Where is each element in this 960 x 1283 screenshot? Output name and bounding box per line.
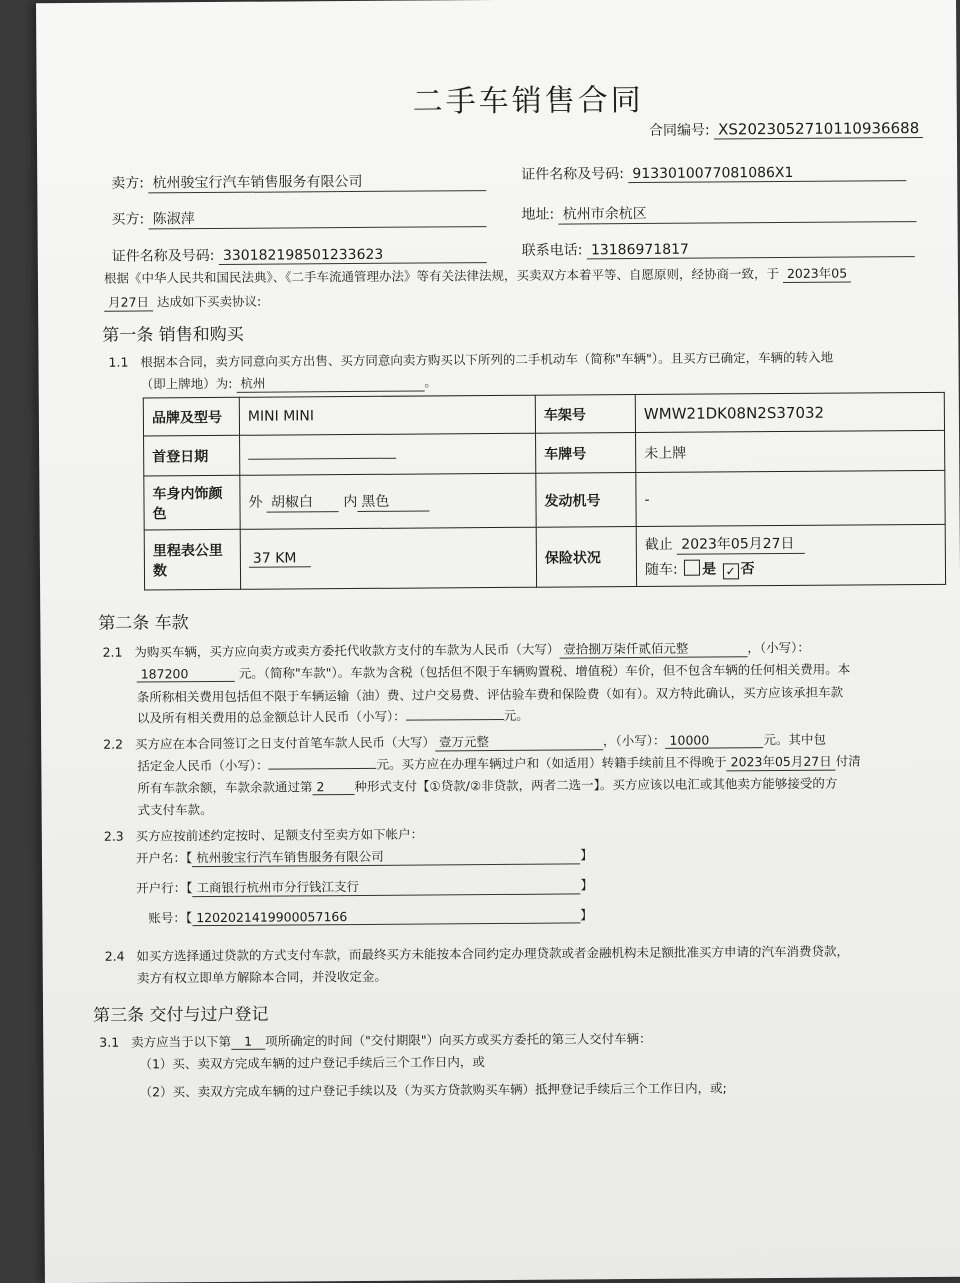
mileage-unit: KM bbox=[275, 550, 297, 567]
clause-text: 以及所有相关费用的总金额总计人民币（小写）： bbox=[136, 708, 406, 726]
no-label: 否 bbox=[740, 560, 755, 577]
clause-text: 括定金人民币（小写）： bbox=[137, 757, 269, 774]
clause-3-1-line-1 bbox=[99, 1029, 651, 1051]
vin-label: 车架号 bbox=[535, 395, 635, 434]
clause-3-1-option-1: （1）买、卖双方完成车辆的过户登记手续后三个工作日内，或 bbox=[139, 1054, 485, 1072]
article-2-title: 第二条 车款 bbox=[98, 613, 189, 634]
clause-2-3-line bbox=[104, 825, 423, 845]
buyer-id-label: 证件名称及号码: bbox=[111, 247, 215, 265]
brand-label: 品牌及型号 bbox=[143, 397, 239, 436]
page-title: 二手车销售合同 bbox=[412, 82, 644, 120]
color-label bbox=[144, 475, 240, 530]
contract-number-label: 合同编号: bbox=[648, 122, 710, 139]
table-row bbox=[144, 524, 945, 590]
down-payment-uppercase: 壹万元整 bbox=[435, 731, 603, 751]
seller-id-label: 证件名称及号码: bbox=[521, 166, 624, 183]
buyer-id: 330182198501233623 bbox=[219, 246, 487, 265]
clause-2-2-line-2 bbox=[137, 751, 861, 775]
clause-number: 2.3 bbox=[103, 828, 124, 844]
registration-city: 杭州 bbox=[236, 373, 424, 393]
clause-text: 所有车款余额，车款余款通过第 bbox=[137, 779, 313, 796]
clause-2-4-line-1 bbox=[105, 942, 849, 965]
clause-2-2-line-4: 式支付车款。 bbox=[137, 801, 213, 818]
ext-prefix: 外 bbox=[248, 494, 263, 511]
clause-number: 2.1 bbox=[102, 644, 123, 660]
bank-label: 开户行：【 bbox=[136, 880, 193, 896]
clause-2-2-line-1 bbox=[103, 730, 826, 754]
phone: 13186971817 bbox=[587, 240, 915, 259]
intro-text-end: 达成如下买卖协议: bbox=[156, 293, 262, 310]
seller-id: 9133010077081086X1 bbox=[628, 164, 906, 183]
int-color: 黑色 bbox=[357, 490, 429, 512]
first-reg-label: 首登日期 bbox=[144, 435, 240, 476]
clause-text: 元。（简称"车款"）。车款为含税（包括但不限于车辆购置税、增值税）车价，但不包含车辆的任何相关费用。本 bbox=[238, 661, 851, 681]
with-car-row bbox=[645, 556, 937, 579]
with-car-label: 随车: bbox=[644, 561, 678, 578]
clause-number: 1.1 bbox=[108, 354, 129, 370]
payment-deadline: 2023年05月27日 bbox=[727, 752, 836, 772]
clause-text: 项所确定的时间（"交付期限"）向买方或买方委托的第三人交付车辆： bbox=[265, 1030, 652, 1049]
address-label: 地址: bbox=[521, 206, 555, 223]
clause-text: 买方应在本合同签订之日支付首笔车款人民币（大写） bbox=[134, 734, 436, 752]
clause-2-2-line-3 bbox=[137, 774, 837, 797]
clause-text: 为购买车辆，买方应向卖方或卖方委托代收款方支付的车款为人民币（大写） bbox=[134, 641, 560, 660]
yes-label: 是 bbox=[702, 560, 717, 578]
plate-value: 未上牌 bbox=[636, 430, 945, 472]
payment-option: 2 bbox=[312, 779, 354, 795]
phone-label: 联系电话: bbox=[521, 242, 583, 259]
seller-row bbox=[111, 170, 486, 194]
mileage-cell bbox=[240, 527, 536, 589]
account-name: 杭州骏宝行汽车销售服务有限公司 bbox=[192, 845, 580, 867]
bracket-close: 】 bbox=[580, 847, 593, 863]
intro-line-1 bbox=[104, 264, 851, 288]
clause-text: 元。买方应在办理车辆过户和（如适用）转籍手续前且不得晚于 bbox=[376, 754, 727, 772]
article-1-title: 第一条 销售和购买 bbox=[102, 324, 244, 346]
contract-number: XS2023052710110936688 bbox=[714, 119, 923, 139]
account-number-row bbox=[148, 905, 592, 926]
seller-id-row bbox=[521, 161, 906, 184]
first-reg-cell bbox=[240, 433, 536, 475]
account-name-row bbox=[136, 845, 593, 867]
bank-name: 工商银行杭州市分行钱江支行 bbox=[192, 875, 580, 897]
intro-date-part2: 月27日 bbox=[104, 292, 153, 311]
mileage-label-line2: 数 bbox=[152, 562, 168, 579]
clause-text: 元。其中包 bbox=[763, 731, 827, 748]
clause-1-1-line-2 bbox=[141, 372, 437, 393]
mileage-value: 37 bbox=[252, 550, 271, 567]
phone-row bbox=[522, 237, 915, 260]
clause-text: 根据本合同，卖方同意向买方出售、买方同意向卖方购买以下所列的二手机动车（简称"车辆"）。且买方已确定，车辆的转入地 bbox=[140, 349, 834, 370]
seller-label: 卖方: bbox=[111, 175, 145, 192]
first-reg-value bbox=[248, 457, 396, 459]
insurance-cell bbox=[636, 524, 945, 586]
clause-text: （即上牌地）为: bbox=[140, 375, 233, 392]
buyer-id-row bbox=[112, 243, 487, 266]
bank-row bbox=[136, 875, 593, 897]
address: 杭州市余杭区 bbox=[559, 201, 917, 224]
clause-text: ，（小写）： bbox=[602, 732, 666, 749]
intro-text: 根据《中华人民共和国民法典》、《二手车流通管理办法》等有关法律法规，买卖双方本着平等、自愿原则，经协商一致，于 bbox=[103, 266, 779, 286]
seller-name: 杭州骏宝行汽车销售服务有限公司 bbox=[148, 170, 486, 193]
clause-text: ，（小写）： bbox=[747, 639, 810, 656]
clause-number: 3.1 bbox=[99, 1034, 120, 1050]
buyer-row bbox=[111, 206, 486, 230]
color-cell bbox=[240, 473, 536, 529]
insurance-until-label: 截止 bbox=[644, 536, 673, 553]
brand-value: MINI MINI bbox=[239, 395, 535, 435]
clause-2-1-line-1 bbox=[102, 638, 809, 662]
deposit-amount bbox=[269, 768, 377, 770]
clause-3-1-option-2: （2）买、卖双方完成车辆的过户登记手续以及（为买方贷款购买车辆）抵押登记手续后三个工作日内，或; bbox=[139, 1080, 727, 1100]
color-label-line1: 车身内饰颜 bbox=[152, 485, 223, 502]
delivery-option: 1 bbox=[231, 1034, 265, 1050]
clause-2-4-line-2: 卖方有权立即单方解除本合同，并没收定金。 bbox=[136, 968, 387, 986]
bracket-close: 】 bbox=[580, 877, 594, 893]
price-uppercase: 壹拾捌万柒仟贰佰元整 bbox=[559, 638, 747, 658]
intro-date-part1: 2023年05 bbox=[783, 264, 851, 283]
clause-text: 付清 bbox=[835, 753, 861, 769]
mileage-label-line1: 里程表公里 bbox=[152, 542, 223, 559]
clause-2-1-line-3: 条所称相关费用包括但不限于车辆运输（油）费、过户交易费、评估验车费和保险费（如有）。双方特此确认，买方应该承担车款 bbox=[136, 684, 844, 705]
clause-number: 2.4 bbox=[104, 948, 125, 964]
clause-text: 如买方选择通过贷款的方式支付车款，而最终买方未能按本合同约定办理贷款或者金融机构未足额批准买方申请的汽车消费贷款， bbox=[136, 943, 850, 964]
article-3-title: 第三条 交付与过户登记 bbox=[93, 1004, 269, 1026]
clause-text: 种形式支付【①贷款/②非贷款，两者二选一】。买方应该以电汇或其他卖方能够接受的方 bbox=[354, 775, 838, 795]
contract-page bbox=[36, 0, 960, 1283]
account-number: 1202021419900057166 bbox=[192, 907, 580, 926]
insurance-label: 保险状况 bbox=[536, 527, 636, 588]
mileage-label bbox=[144, 529, 240, 590]
clause-text: 卖方应当于以下第 bbox=[131, 1033, 232, 1050]
price-amount: 187200 bbox=[137, 666, 235, 683]
no-checkbox[interactable]: ✓ bbox=[723, 563, 739, 579]
down-payment-amount: 10000 bbox=[665, 732, 763, 749]
table-row bbox=[144, 430, 945, 476]
plate-label: 车牌号 bbox=[536, 433, 636, 474]
account-number-label: 账号：【 bbox=[148, 910, 193, 926]
buyer-label: 买方: bbox=[111, 211, 145, 228]
clause-end: 。 bbox=[424, 374, 437, 390]
clause-text: 买方应按前述约定按时、足额支付至卖方如下帐户： bbox=[135, 826, 424, 844]
clause-2-1-line-2 bbox=[137, 660, 851, 683]
engine-value: - bbox=[636, 470, 945, 526]
bracket-close: 】 bbox=[580, 907, 593, 923]
table-row bbox=[143, 392, 944, 436]
buyer-name: 陈淑萍 bbox=[149, 206, 487, 229]
ext-color: 胡椒白 bbox=[267, 491, 339, 513]
int-prefix: 内 bbox=[343, 493, 358, 511]
total-amount bbox=[406, 719, 504, 721]
intro-line-2 bbox=[104, 292, 261, 312]
engine-label: 发动机号 bbox=[536, 473, 636, 528]
clause-number: 2.2 bbox=[103, 736, 124, 752]
clause-2-1-line-4 bbox=[137, 706, 529, 727]
insurance-until: 2023年05月27日 bbox=[677, 532, 805, 554]
insurance-until-row bbox=[645, 531, 937, 554]
table-row bbox=[144, 470, 945, 530]
vin-value: WMW21DK08N2S37032 bbox=[635, 392, 944, 432]
clause-1-1-line-1 bbox=[108, 348, 833, 371]
account-name-label: 开户名：【 bbox=[135, 850, 193, 866]
yes-checkbox[interactable] bbox=[684, 559, 700, 575]
clause-text: 元。 bbox=[503, 707, 529, 723]
color-label-line2: 色 bbox=[152, 505, 167, 522]
address-row bbox=[521, 201, 916, 225]
contract-number-row bbox=[649, 118, 923, 140]
vehicle-table bbox=[143, 392, 946, 591]
